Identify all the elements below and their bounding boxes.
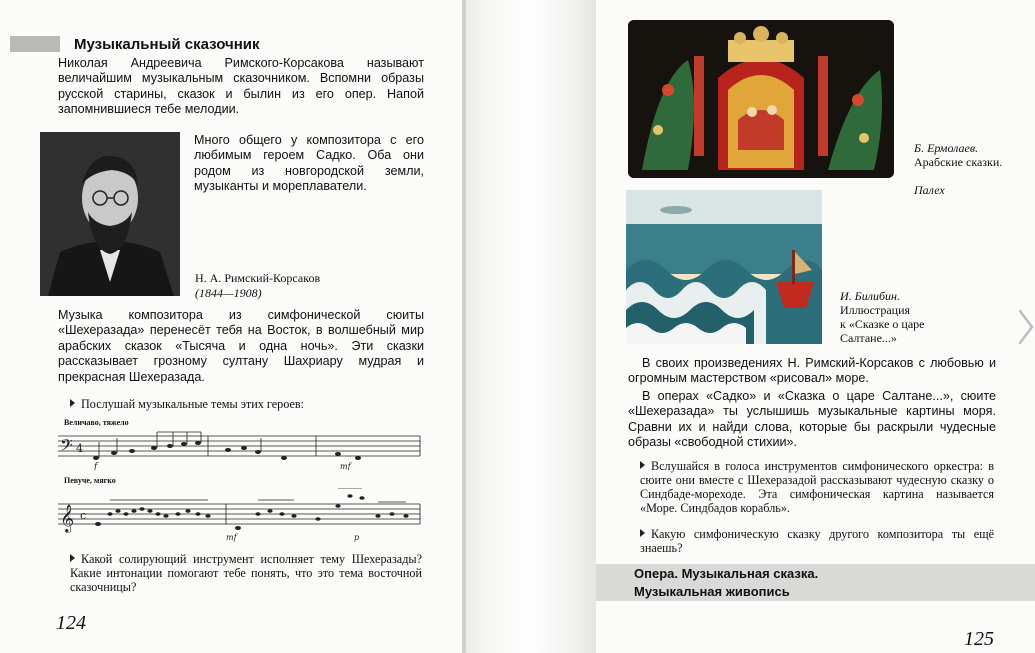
book-gutter	[462, 0, 596, 653]
question-task	[70, 552, 422, 594]
listen-orchestra-text: Вслушайся в голоса инструментов симфонического оркестра: в сюите они вместе с Шехеразадой рассказывают чудесную сказку о Синдбаде-мореходе. Эта симфоническая картина называется «Море. Синдбадов корабль».	[640, 459, 994, 515]
task-marker-icon	[70, 399, 75, 407]
listen-task	[70, 397, 304, 411]
question-text: Какой солирующий инструмент исполняет тему Шехеразады? Какие интонации помогают тебе понять, что это тема восточной сказочницы?	[70, 552, 422, 594]
other-composer-text: Какую симфоническую сказку другого композитора ты ещё знаешь?	[640, 527, 994, 555]
svg-text:4: 4	[76, 442, 83, 455]
page-title: Музыкальный сказочник	[74, 36, 260, 53]
bilibin-illustration	[626, 190, 822, 344]
left-page	[0, 0, 462, 653]
listen-orchestra-task	[640, 459, 994, 515]
music-score-shahriar	[58, 414, 424, 470]
task-marker-icon	[640, 529, 645, 537]
page-number-right: 125	[964, 628, 994, 650]
suite-paragraph: Музыка композитора из симфонической сюиты «Шехеразада» перенесёт тебя на Восток, в волшебный мир арабских сказок «Тысяча и одна ночь». Эти сказки рассказывает грозному султану Шахриару мудрая и прекрасная Шехеразада.	[58, 308, 424, 384]
painting1-place: Палех	[914, 183, 945, 197]
listen-task-text: Послушай музыкальные темы этих героев:	[81, 397, 305, 411]
svg-text:𝄢: 𝄢	[60, 435, 73, 459]
music-score-scheherazade	[58, 474, 424, 544]
section-marker	[10, 36, 60, 52]
svg-text:c: c	[80, 509, 87, 522]
portrait-caption-name: Н. А. Римский-Корсаков	[195, 271, 321, 285]
palekh-painting	[628, 20, 894, 178]
intro-paragraph: Николая Андреевича Римского-Корсакова называют величайшим музыкальным сказочником. Вспомни образы русской старины, сказок и былин из его опер. Напой запомнившиеся тебе мелодии.	[58, 56, 424, 117]
svg-text:p: p	[354, 533, 360, 542]
sadko-paragraph: Много общего у композитора с его любимым героем Садко. Оба они родом из новгородской земли, музыканты и мореплаватели.	[194, 133, 424, 194]
illustration-author: И. Билибин.	[840, 289, 900, 303]
painting1-title: Арабские сказки.	[914, 155, 1003, 169]
svg-text:𝄞: 𝄞	[60, 504, 75, 532]
score2-tempo-marking: Певуче, мягко	[64, 476, 116, 485]
chevron-right-icon	[1014, 305, 1035, 349]
portrait-caption-years: (1844—1908)	[195, 286, 262, 300]
svg-text:mf: mf	[340, 462, 351, 470]
illustration-caption-line2: к «Сказке о царе	[840, 317, 925, 331]
other-composer-task	[640, 527, 994, 555]
svg-text:f: f	[94, 462, 98, 470]
task-marker-icon	[70, 554, 75, 562]
operas-paragraph: В операх «Садко» и «Сказка о царе Салтане...», сюите «Шехеразада» ты услышишь музыкальные картины моря. Сравни их и найди слова, которые бы раскрыли чудесные образы «свободной стихии».	[628, 389, 996, 450]
section-heading-opera: Опера. Музыкальная сказка.	[596, 564, 1035, 583]
composer-portrait	[40, 132, 180, 296]
next-page-button[interactable]	[1014, 305, 1035, 349]
score1-tempo-marking: Величаво, тяжело	[64, 418, 129, 427]
section-heading-painting: Музыкальная живопись	[596, 582, 1035, 601]
task-marker-icon	[640, 461, 645, 469]
illustration-caption-line3: Салтане...»	[840, 331, 897, 345]
page-number-left: 124	[56, 612, 86, 634]
right-page	[596, 0, 1035, 653]
painting1-author: Б. Ермолаев.	[914, 141, 979, 155]
svg-text:mf: mf	[226, 533, 237, 542]
illustration-caption-line1: Иллюстрация	[840, 303, 911, 317]
sea-paragraph: В своих произведениях Н. Римский-Корсаков с любовью и огромным мастерством «рисовал» море.	[628, 356, 996, 386]
